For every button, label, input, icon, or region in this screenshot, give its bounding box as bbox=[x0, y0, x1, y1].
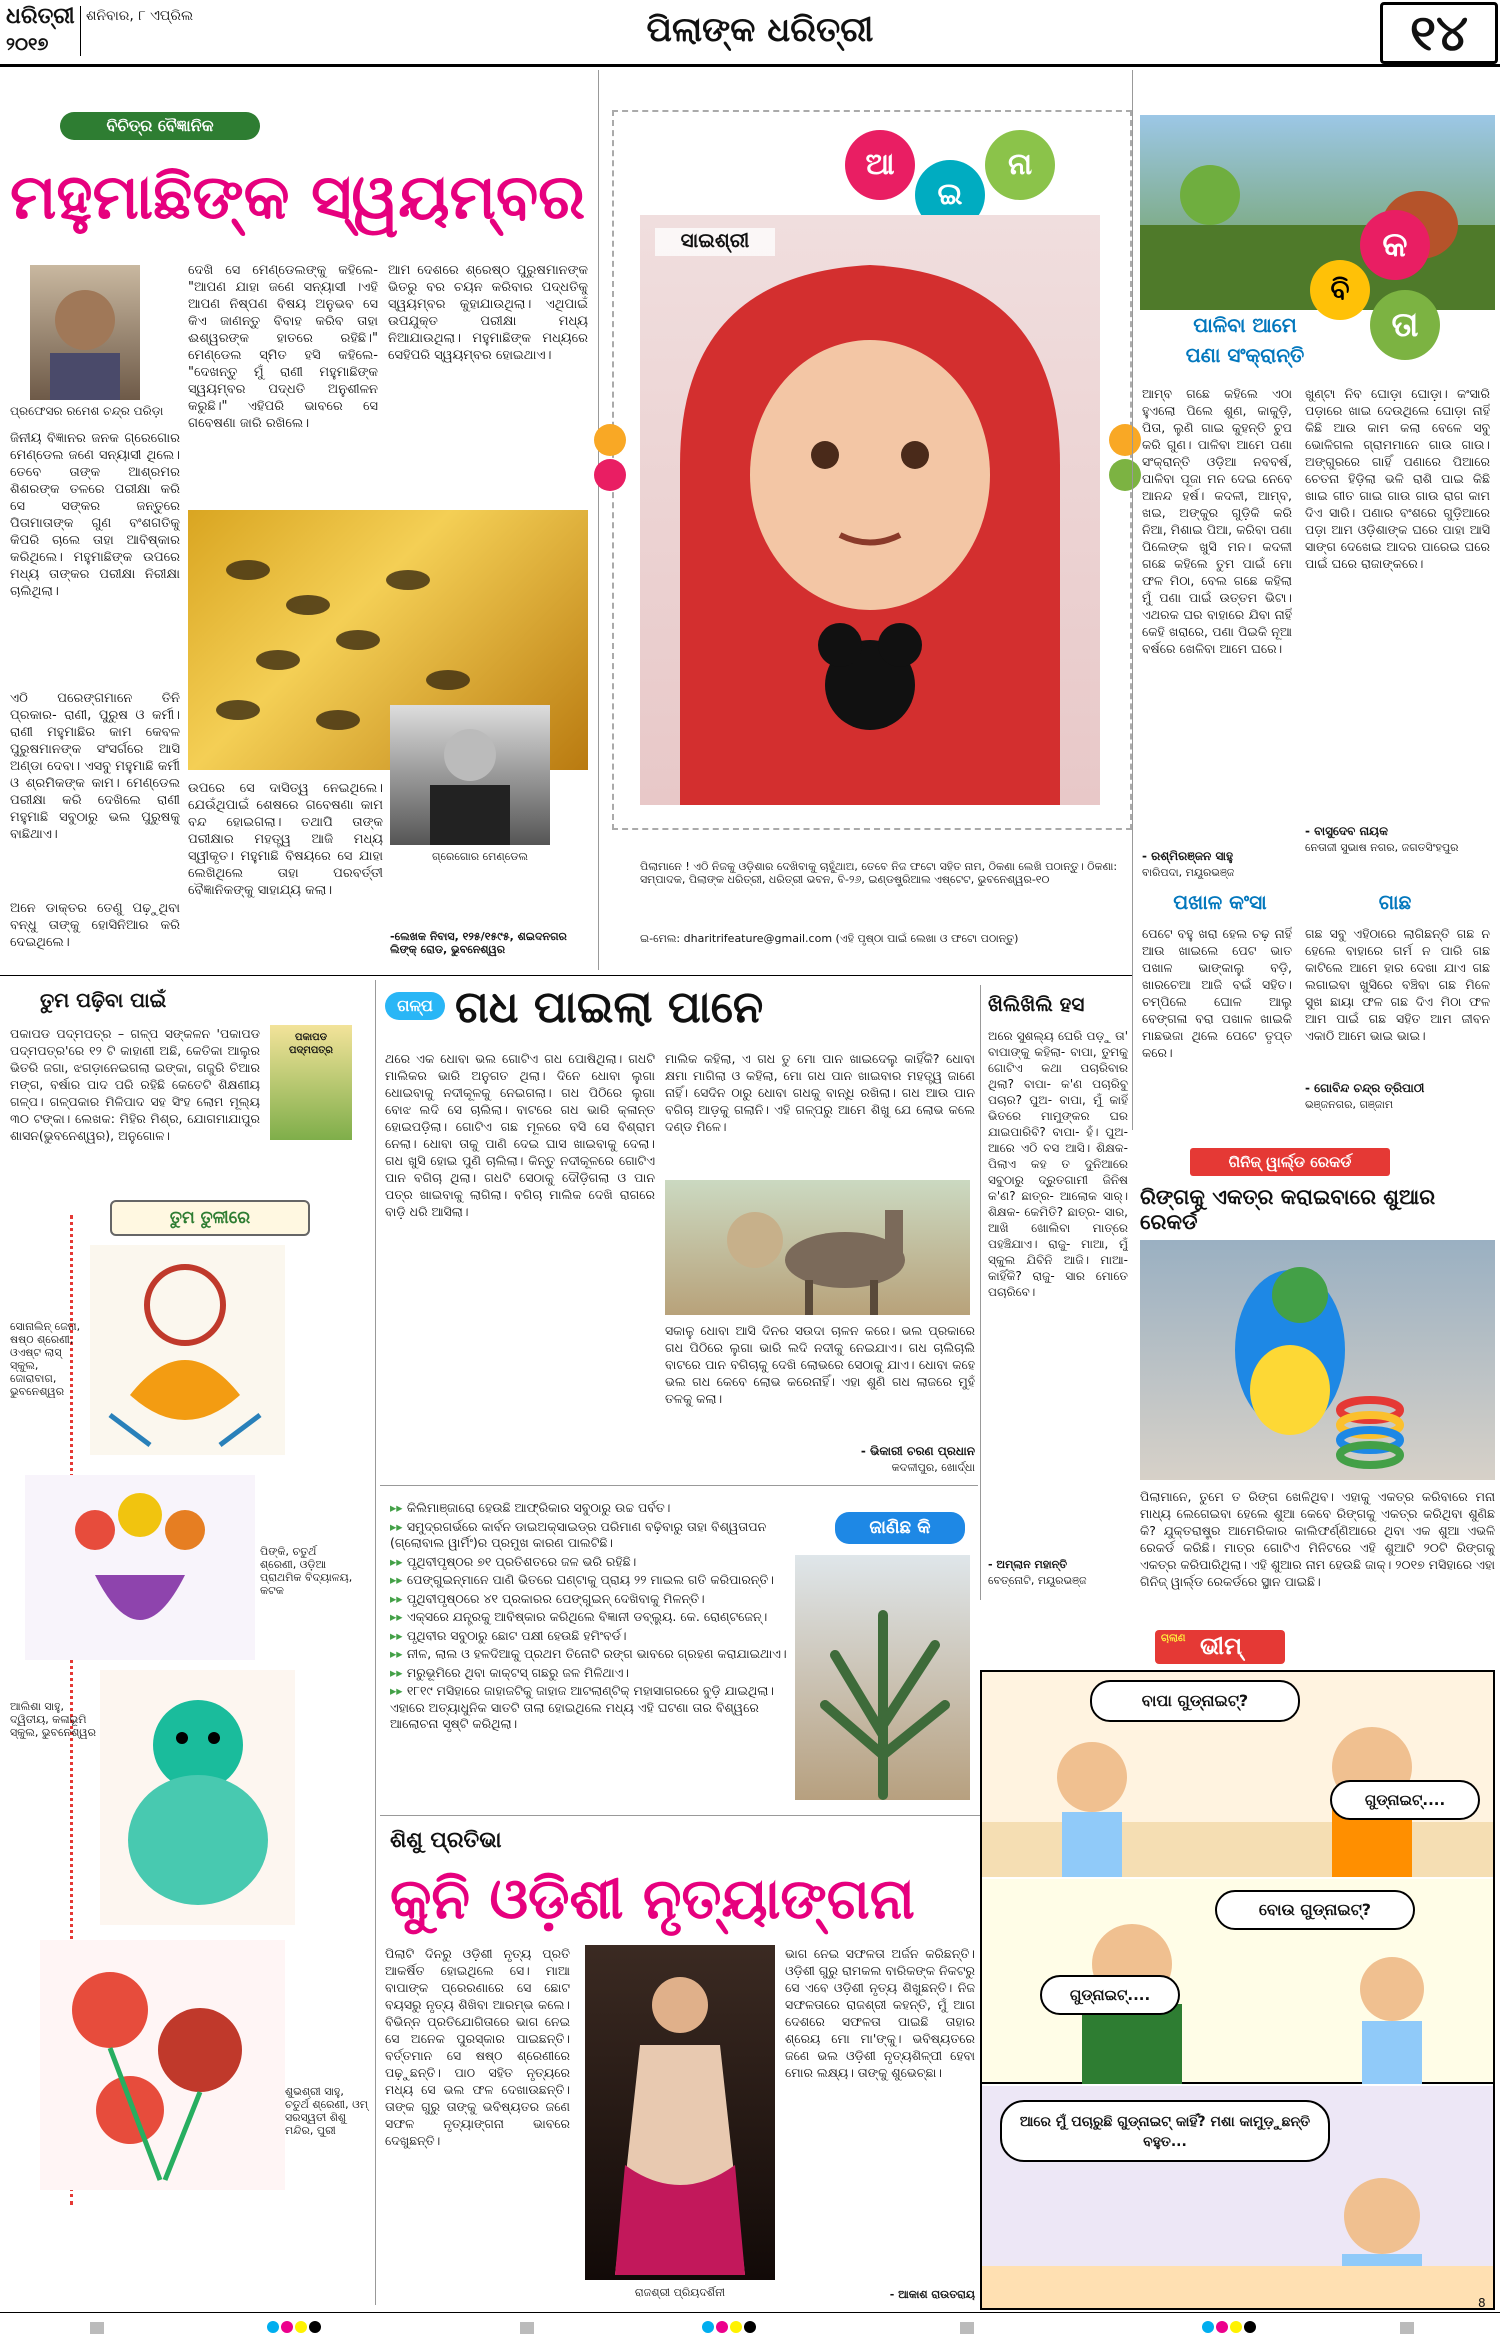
fact-item bbox=[390, 1500, 790, 1517]
art4-drawing bbox=[40, 1940, 285, 2190]
poem4-title: ଗାଛ bbox=[1378, 890, 1412, 914]
sishu-author: - ଆକାଶ ରାଉତରାୟ bbox=[889, 2288, 975, 2301]
art4-caption: ଶୁଭଶ୍ରୀ ସାହୁ, ଚତୁର୍ଥ ଶ୍ରେଣୀ, ଓମ୍ ସରସ୍ୱତୀ ଶିଶୁ ମନ୍ଦିର, ପୁରୀ bbox=[285, 2085, 368, 2137]
column-rule-4 bbox=[980, 985, 981, 1600]
padhiba-title: ତୁମ ପଢ଼ିବା ପାଇଁ bbox=[40, 988, 167, 1012]
bee-col3: ଆମ ଦେଶରେ ଶ୍ରେଷ୍ଠ ପୁରୁଷମାନଙ୍କ ଭିତରୁ ବର ଚୟନ କରିବାର ପଦ୍ଧତିକୁ ସ୍ୱୟମ୍ବର କୁହାଯାଉଥିଲା। ଏଥିପାଇଁ ଉପଯୁକ୍ତ ପରୀକ୍ଷା ମଧ୍ୟ ନିଆଯାଉଥିଲା। ମହୁମାଛିଙ୍କ ମଧ୍ୟରେ ସେହିପରି ସ୍ୱୟମ୍ବର ହୋଇଥାଏ। bbox=[388, 263, 588, 363]
aina-letter-2: ଇ bbox=[915, 160, 985, 230]
fact-item bbox=[390, 1665, 790, 1682]
aina-notice: ପିଲାମାନେ ! ଏଠି ନିଜକୁ ଓଡ଼ିଶାର ଦେଖିବାକୁ ଚାହୁଁଥାଅ, ତେବେ ନିଜ ଫଟୋ ସହିତ ନାମ, ଠିକଣା ଲେଖି ପଠାନ୍ତୁ। ଠିକଣା: ସମ୍ପାଦକ, ପିଲାଙ୍କ ଧରିତ୍ରୀ, ଧରିତ୍ରୀ ଭବନ, ବି-୨୬, ଇଣ୍ଡଷ୍ଟ୍ରିଆଲ ଏଷ୍ଟେଟ, ଭୁବନେଶ୍ୱର-୧୦ bbox=[640, 860, 1118, 886]
sishu-text1: ପିଲାଟି ଦିନରୁ ଓଡ଼ିଶୀ ନୃତ୍ୟ ପ୍ରତି ଆକର୍ଷିତ ହୋଇଥିଲେ ସେ। ମାଆ ବାପାଙ୍କ ପ୍ରେରଣାରେ ସେ ଛୋଟ ବୟସରୁ ନୃତ୍ୟ ଶିଖିବା ଆରମ୍ଭ କଲେ। ବିଭିନ୍ନ ପ୍ରତିଯୋଗିତାରେ ଭାଗ ନେଇ ସେ ଅନେକ ପୁରସ୍କାର ପାଇଛନ୍ତି। ବର୍ତ୍ତମାନ ସେ ଷଷ୍ଠ ଶ୍ରେଣୀରେ ପଢ଼ୁଛନ୍ତି। ପାଠ ସହିତ ନୃତ୍ୟରେ ମଧ୍ୟ ସେ ଭଲ ଫଳ ଦେଖାଉଛନ୍ତି। ତାଙ୍କ ଗୁରୁ ତାଙ୍କୁ ଭବିଷ୍ୟତର ଜଣେ ସଫଳ ନୃତ୍ୟାଙ୍ଗନା ଭାବରେ ଦେଖୁଛନ୍ତି। bbox=[385, 1946, 570, 2148]
galpa-text3: ସକାଳୁ ଧୋବା ଆସି ଦିନର ସଉଦା ଚାଳନ କରେ। ଭଲ ପ୍ରକାରେ ଗଧ ପିଠିରେ ଲୁଗା ଭାରି ଲଦି ନଦୀକୁ ନେଇଯାଏ। ଗଧ ଚାଲିଚାଲି ବାଟରେ ପାନ ବଗିଚାକୁ ଦେଖି ଲୋଭରେ ସେଠାକୁ ଯାଏ। ଧୋବା କହେ ଭଲ ଗଧ କେବେ ଲୋଭ କରେନାହିଁ। ଏହା ଶୁଣି ଗଧ ଲାଜରେ ମୁହଁ ତଳକୁ କଲା। bbox=[665, 1323, 975, 1406]
poem4-text: ଗଛ ସବୁ ଏହିଠାରେ ଲାଗିଛନ୍ତି ଗଛ ନ ହେଲେ ବାହାରେ ଗର୍ମ ନ ପାରି ଗଛ କାଟିଲେ ଆମେ ହାର ଦେଖା ଯାଏ ଗଛ ଲଗାଇବା ଖୁସିରେ ବଞ୍ଚିବା ଗଛ ମିଳେ ସୁଖ ଛାୟା ଫଳ ଗଛ ଦିଏ ମିଠା ଫଳ ଆମ ପାଇଁ ଗଛ ସହିତ ଆମ ଜୀବନ ଏକାଠି ଆମେ ଭାଇ ଭାଇ। bbox=[1305, 926, 1490, 1043]
galpa-address: କଦଳୀପୁର, ଖୋର୍ଦ୍ଧା bbox=[891, 1461, 975, 1474]
fact-item bbox=[390, 1591, 790, 1608]
galpa-title: ଗଧ ପାଇଲା ପାନେ bbox=[455, 982, 764, 1033]
masthead-year: ୨୦୧୭ bbox=[6, 34, 49, 55]
poem2-author: - ବାସୁଦେବ ନାୟକ bbox=[1305, 824, 1388, 838]
column-rule-1 bbox=[598, 70, 599, 970]
parrot-photo bbox=[1140, 1240, 1495, 1480]
book-cover bbox=[270, 1025, 352, 1140]
bullet-icon: ▸▸ bbox=[390, 1609, 407, 1624]
guinness-title: ରିଙ୍ଗକୁ ଏକତ୍ର କରାଇବାରେ ଶୁଆର ରେକର୍ଡ bbox=[1140, 1185, 1436, 1234]
fact-item bbox=[390, 1572, 790, 1589]
aina-letter-3: ନା bbox=[985, 130, 1055, 200]
janichhi-list bbox=[390, 1500, 790, 1800]
bullet-icon: ▸▸ bbox=[390, 1646, 407, 1661]
aina-email: ଇ-ମେଲ: dharitrifeature@gmail.com (ଏହି ପୃଷ୍ଠା ପାଇଁ ଲେଖା ଓ ଫଟୋ ପଠାନ୍ତୁ) bbox=[640, 932, 1019, 945]
kabita-logo bbox=[1300, 210, 1490, 370]
galpa-text2: ମାଲିକ କହିଲା, ଏ ଗଧ ତୁ ମୋ ପାନ ଖାଇଦେଲୁ କାହିଁକି? ଧୋବା କ୍ଷମା ମାଗିଲା ଓ କହିଲା, ମୋ ଗଧ ପାନ ଖାଇବାର ମହତ୍ତ୍ୱ ଜାଣେ ନାହିଁ। ସେଦିନ ଠାରୁ ଧୋବା ଗଧକୁ ବାନ୍ଧି ରଖିଲା। ଗଧ ଆଉ ପାନ ବଗିଚା ଆଡ଼କୁ ଗଲାନି। ଏହି ଗଳ୍ପରୁ ଆମେ ଶିଖୁ ଯେ ଲୋଭ କଲେ ଦଣ୍ଡ ମିଳେ। bbox=[665, 1051, 975, 1134]
tuli-banner: ତୁମ ତୁଳୀରେ bbox=[110, 1200, 310, 1236]
art3-caption: ଆଲିଶା ସାହୁ, ଦ୍ୱିତୀୟ, କଳାଭୂମି ସ୍କୁଲ, ଭୁବନେଶ୍ୱର bbox=[10, 1700, 96, 1739]
color-registration-marks bbox=[0, 2318, 1500, 2336]
fact-item bbox=[390, 1628, 790, 1645]
bullet-icon: ▸▸ bbox=[390, 1664, 407, 1680]
guinness-banner: ଗିନିଜ୍ ୱାର୍ଲ୍ଡ ରେକର୍ଡ bbox=[1190, 1148, 1390, 1176]
masthead-logo: ଧରିତ୍ରୀ bbox=[6, 4, 75, 29]
poem3-text: ପେଟେ ବହୁ ଖରା ହେଲ ଚଢ଼ ନାହିଁ ଆଉ ଖାଇଲେ ପେଟ ଭାତ ପଖାଳ ଭାଙ୍କାଲୁ ବଡ଼ି, ଖାରଚେଆ ଆଜି ବଇଁ ସହିତ। ଚମ୍ପିଲେ ଘୋଳ ଆଲୁ ବେଙ୍ଗଳା ବରା ପଖାଳ ଖାଇକି ମାଛଭଜା ଥିଲେ ପେଟେ ତୃପ୍ତ କରେ। bbox=[1142, 926, 1292, 1060]
dancer-caption: ରାଜଶ୍ରୀ ପ୍ରିୟଦର୍ଶିନୀ bbox=[634, 2286, 726, 2299]
bhima-banner-small: ଚାଲାଣ bbox=[1161, 1633, 1186, 1644]
page-number: ୧୪ bbox=[1380, 2, 1498, 64]
poem1-title: ପାଳିବା ଆମେ ପଣା ସଂକ୍ରାନ୍ତି bbox=[1185, 313, 1305, 367]
bullet-icon: ▸▸ bbox=[390, 1518, 407, 1534]
bhima-banner bbox=[1155, 1630, 1285, 1664]
mendel-portrait bbox=[390, 705, 550, 845]
padhiba-text: ପକାପଡ ପଦ୍ମପତ୍ର – ଗଳ୍ପ ସଙ୍କଳନ 'ପକାପଡ ପଦ୍ମପତ୍ର'ରେ ୧୨ ଟି କାହାଣୀ ଅଛି, କେତିକା ଆଲୁର ଭିତରି ଜଗା, ଝଗଡ଼ାନେଇଗଲା ଇଙ୍କା, ଗଜୁରି ଚିଆର ମଙ୍ଗ, ବର୍ଷାର ପାଦ ପରି ରହିଛି କେତେଟି ଶିକ୍ଷଣୀୟ ଗଳ୍ପ। ଗଳ୍ପକାର ମିଳିପାଦ ସହ ସିଂହ ଲୋମ ମୂଲ୍ୟ ୩୦ ଟଙ୍କା। ଲେଖକ: ମିହିର ମିଶ୍ର, ଯୋଗମାଯାପୁର ଶାସନ(ଭୁବନେଶ୍ୱର), ଅନୁଗୋଳ। bbox=[10, 1026, 260, 1143]
fact-item bbox=[390, 1609, 790, 1626]
poem4-author: - ଗୋବିନ୍ଦ ଚନ୍ଦ୍ର ତ୍ରିପାଠୀ bbox=[1305, 1081, 1425, 1095]
column-rule-2 bbox=[1132, 70, 1133, 1130]
fact-item bbox=[390, 1554, 790, 1571]
bee-kicker: ବିଚିତ୍ର ବୈଜ୍ଞାନିକ bbox=[60, 112, 260, 140]
bullet-icon: ▸▸ bbox=[390, 1627, 407, 1643]
galpa-text1: ଥରେ ଏକ ଧୋବା ଭଲ ଗୋଟିଏ ଗଧ ପୋଷିଥିଲା। ଗଧଟି ମାଲିକର ଭାରି ଅନୁଗତ ଥିଲା। ଦିନେ ଧୋବା ଲୁଗା ଧୋଇବାକୁ ନଦୀକୂଳକୁ ନେଇଗଲା। ଗଧ ପିଠିରେ ଲୁଗା ବୋଝ ଲଦି ସେ ଚାଲିଲା। ବାଟରେ ଗଧ ଭାରି କ୍ଳାନ୍ତ ହୋଇପଡ଼ିଲା। ଗୋଟିଏ ଗଛ ମୂଳରେ ବସି ସେ ବିଶ୍ରାମ ନେଲା। ଧୋବା ତାକୁ ପାଣି ଦେଇ ଘାସ ଖାଇବାକୁ ଦେଲା। ଗଧ ଖୁସି ହୋଇ ପୁଣି ଚାଲିଲା। କିନ୍ତୁ ନଦୀକୂଳରେ ଗୋଟିଏ ପାନ ବଗିଚା ଥିଲା। ଗଧଟି ସେଠାକୁ ଦୌଡ଼ିଗଲା ଓ ପାନ ପତ୍ର ଖାଇବାକୁ ଲାଗିଲା। ବଗିଚା ମାଲିକ ଦେଖି ରାଗରେ ବାଡ଼ି ଧରି ଆସିଲା। bbox=[385, 1051, 655, 1219]
bullet-icon: ▸▸ bbox=[390, 1590, 407, 1606]
speech-bubble-1: ବାପା ଗୁଡ୍ନାଇଟ୍? bbox=[1090, 1680, 1300, 1722]
fact-item bbox=[390, 1646, 790, 1663]
header-rule bbox=[0, 64, 1500, 67]
poem2-text: ଖୁଣ୍ଟା ନିବ ଘୋଡ଼ା ଘୋଡ଼ା। କଂସାରି ପଡ଼ାରେ ଖାଇ ଦେଉଥିଲେ ଘୋଡ଼ା ନାହିଁ କିଛି ଆଉ କାମ କଲା ବେଳେ ସବୁ ଭୋଳିଗଲ ଗ୍ରାମମାନେ ଗାଉ ଗାଉ। ଅଙ୍ଗୁରରେ ଗାହିଁ ପଣାରେ ପିଆରେ ଚେତନା ହିଡ଼ିଲା ଭଳି ରାଶି ପାଇ କିଛି ଖାଇ ଗୀତ ଗାଇ ଗାଉ ଗାଉ ରାଗ କାମ ଦିଏ ସାରି। ପଣାର ବଂଶରେ ଗୁଡ଼ିଆରେ ପଡ଼ା ଆମ ଓଡ଼ିଶାଙ୍କ ଘରେ ପାହା ଆସି ସାଙ୍ଗ ଦେଖେଇ ଆଦର ପାରେଇ ଘରେ ପାଇଁ ଘରେ ରାଜାଙ୍କରେ। bbox=[1305, 386, 1490, 571]
cactus-photo bbox=[795, 1555, 970, 1800]
speech-bubble-2: ଗୁଡ୍ନାଇଟ୍.... bbox=[1330, 1780, 1480, 1820]
poem1-author: - ରଶ୍ମିରଞ୍ଜନ ସାହୁ bbox=[1142, 849, 1234, 863]
bee-col1-cont: ଏଠି ପରେଙ୍ଗମାନେ ତିନି ପ୍ରକାର- ରାଣୀ, ପୁରୁଷ ଓ କର୍ମୀ। ରାଣୀ ମହୁମାଛିର କାମ କେବଳ ପୁରୁଷମାନଙ୍କ ସଂସର୍ଗରେ ଆସି ଅଣ୍ଡା ଦେବା। ଏସବୁ ମହୁମାଛି କର୍ମୀ ଓ ଶ୍ରମିକଙ୍କ କାମ। ମେଣ୍ଡେଲ ପରୀକ୍ଷା କରି ଦେଖିଲେ ରାଣୀ ମହୁମାଛି ସବୁଠାରୁ ଭଲ ପୁରୁଷକୁ ବାଛିଥାଏ। bbox=[10, 691, 180, 842]
galpa-tag: ଗଳ୍ପ bbox=[385, 992, 445, 1020]
fact-text: ନୀଳ, ଲାଲ ଓ ହଳଦିଆକୁ ପ୍ରଥମ ତିନୋଟି ରଙ୍ଗ ଭାବରେ ଗ୍ରହଣ କରାଯାଇଥାଏ। bbox=[406, 1646, 787, 1661]
dancer-photo bbox=[585, 1945, 775, 2280]
fact-text: ସମୁଦ୍ରଗର୍ଭରେ କାର୍ବନ ଡାଇଅକ୍ସାଇଡ୍ର ପରିମାଣ ବଢ଼ିବାରୁ ତାହା ବିଶ୍ୱତାପନ (ଗ୍ଲୋବାଲ ୱାର୍ମିଂ)ର ପ୍ରମୁଖ କାରଣ ପାଲଟିଛି। bbox=[390, 1518, 767, 1550]
column-rule-3 bbox=[375, 980, 376, 2305]
bullet-icon: ▸▸ bbox=[390, 1572, 407, 1587]
fact-text: ଏକ୍ସରେ ଯନ୍ତ୍ରକୁ ଆବିଷ୍କାର କରିଥିଲେ ବିଜ୍ଞାନୀ ଡବ୍ଲ୍ୟୁ. କେ. ରୋଣ୍ଟଜେନ୍। bbox=[406, 1609, 768, 1624]
art1-drawing bbox=[90, 1245, 285, 1455]
fact-item bbox=[390, 1519, 790, 1552]
masthead-divider bbox=[80, 6, 81, 56]
poem3-title: ପଖାଳ କଂସା bbox=[1173, 890, 1267, 914]
row-rule-1 bbox=[0, 975, 1132, 976]
sishu-title: କୁନି ଓଡ଼ିଶୀ ନୃତ୍ୟାଙ୍ଗନା bbox=[390, 1867, 915, 1932]
footer-page-marker: 8 bbox=[1478, 2296, 1486, 2310]
page-title: ପିଲାଙ୍କ ଧରିତ୍ରୀ bbox=[646, 10, 874, 50]
kabita-letter-1: କ bbox=[1360, 210, 1430, 280]
bee-byline: -ଲେଖକ ନିବାସ, ୧୨୫/୧୫୯୫, ଶଇଦନଗର ଲିଙ୍କ୍ ରୋଡ, ଭୁବନେଶ୍ୱର bbox=[390, 930, 567, 956]
speech-bubble-4: ଗୁଡ୍ନାଇଟ୍.... bbox=[1040, 1975, 1180, 2015]
khilikhili-text: ଅରେ ସୁଶଲ୍ୟ ଘେରି ପଡ଼ୁ ତା' ବାପାଙ୍କୁ କହିଲା- ବାପା, ତୁମକୁ ଗୋଟିଏ କଥା ପଚାରିବାର ଥିଲା? ବାପା- କ'ଣ ପଚାରିବୁ ପଚାର? ପୁଅ- ବାପା, ମୁଁ କାହିଁ ଭିତରେ ମାମୁଙ୍କର ଘର ଯାଇପାରିବି? ବାପା- ହଁ। ପୁଅ- ଆରେ ଏଠି ବସ ଆସି। ଶିକ୍ଷକ- ପିଲାଏ କହ ତ ଦୁନିଆରେ ସବୁଠାରୁ ଦ୍ରୁତଗାମୀ ଜିନିଷ କ'ଣ? ଛାତ୍ର- ଆଲୋକ ସାର୍। ଶିକ୍ଷକ- କେମିତି? ଛାତ୍ର- ସାର, ଆଖି ଖୋଲିବା ମାତ୍ରେ ପହଞ୍ଚିଯାଏ। ରାଜୁ- ମାଆ, ମୁଁ ସ୍କୁଲ ଯିବିନି ଆଜି। ମାଆ- କାହିଁକି? ରାଜୁ- ସାର ମୋତେ ପଚାରିବେ। bbox=[988, 1029, 1128, 1299]
bullet-icon: ▸▸ bbox=[390, 1683, 407, 1698]
sishu-kicker: ଶିଶୁ ପ୍ରତିଭା bbox=[390, 1828, 502, 1853]
bullet-icon: ▸▸ bbox=[390, 1500, 407, 1515]
art1-caption: ସୋନାଲିନ୍ ଜେନା, ଷଷ୍ଠ ଶ୍ରେଣୀ, ଓଏଷ୍ଟ ଲାସ୍ ସ୍କୁଲ, ଜୋରାବାଗ, ଭୁବନେଶ୍ୱର bbox=[10, 1320, 81, 1398]
aina-child-photo bbox=[640, 215, 1100, 805]
art3-drawing bbox=[100, 1670, 295, 1925]
khilikhili-address: ବେତ୍‌ନୋଟି, ମୟୂରଭଞ୍ଜ bbox=[988, 1574, 1087, 1587]
issue-date: ଶନିବାର, ୮ ଏପ୍ରିଲ bbox=[86, 8, 194, 24]
poem2-address: ନେତାଜୀ ସୁଭାଷ ନଗର, ଜଗତସିଂହପୁର bbox=[1305, 841, 1459, 854]
khilikhili-author: - ଅମ୍ଲାନ ମହାନ୍ତି bbox=[988, 1558, 1068, 1571]
fact-text: ପୃଥିବୀପୃଷ୍ଠର ୭୧ ପ୍ରତିଶତରେ ଜଳ ଭରି ରହିଛି। bbox=[406, 1553, 637, 1569]
poem1-text: ଆମ୍ବ ଗଛେ କହିଲେ ଏଠା ହୁଏଲୋ ପିଲେ ଶୁଣ, କାକୁଡ଼ି, ପିତା, ଲୁଣି ଗାଇ କୁହନ୍ତି ଚୁପ କରି ଗୁଣ। ପାଳିବା ଆମେ ପଣା ସଂକ୍ରାନ୍ତି ଓଡ଼ିଆ ନବବର୍ଷ, ପାଳିବା ପୂଜା ମନ ଦେଇ ନେବେ ଆନନ୍ଦ ହର୍ଷ। କଦଳୀ, ଆମ୍ବ, ଖଇ, ଅଙ୍କୁର ଗୁଡ଼ିକି କରି ନିଆ, ମିଶାଇ ପିଆ, କରିବା ପଣା ପିଲେଙ୍କ ଖୁସି ମନ। କଦଳୀ ଗଛେ କହିଲେ ତୁମ ପାଇଁ ମୋ ଫଳ ମିଠା, ବେଲ ଗଛେ କହିଲା ମୁଁ ପଣା ପାଇଁ ଉତ୍ତମ ଭିଟା। ଏଥରକ ଘର ବାହାରେ ଯିବା ନାହିଁ କେହି ଖରାରେ, ପଣା ପିଇକି ନୂଆ ବର୍ଷରେ ଖେଳିବା ଆମେ ଘରେ। bbox=[1142, 386, 1292, 656]
fact-text: ପେଙ୍ଗୁଇନ୍ମାନେ ପାଣି ଭିତରେ ଘଣ୍ଟାକୁ ପ୍ରାୟ ୨୨ ମାଇଲ ଗତି କରିପାରନ୍ତି। bbox=[406, 1572, 774, 1587]
aina-deco-left bbox=[585, 420, 635, 500]
author-photo bbox=[30, 265, 140, 400]
aina-letter-1: ଆ bbox=[845, 130, 915, 200]
fact-text: କିଲିମାଞ୍ଜାରୋ ହେଉଛି ଆଫ୍ରିକାର ସବୁଠାରୁ ଉଚ୍ଚ ପର୍ବତ। bbox=[406, 1500, 671, 1515]
kabita-letter-2: ବି bbox=[1310, 260, 1370, 320]
mendel-caption: ଗ୍ରେଗୋର ମେଣ୍ଡେଲ bbox=[432, 850, 528, 863]
bullet-icon: ▸▸ bbox=[390, 1553, 407, 1569]
art2-drawing bbox=[25, 1475, 255, 1660]
bhima-banner-title: ଭୀମ୍ bbox=[1200, 1632, 1243, 1660]
bee-col1: ଜିନୀୟ ବିଜ୍ଞାନର ଜନକ ଗ୍ରେଗୋର ମେଣ୍ଡେଲ ଜଣେ ସନ୍ୟାସୀ ଥିଲେ। ତେବେ ତାଙ୍କ ଆଶ୍ରମର ଶିଶରଙ୍କ ତଳରେ ପରୀକ୍ଷା କରି ସେ ସଙ୍କର ଜନ୍ତୁରେ ପିତାମାତାଙ୍କ ଗୁଣ ବଂଶଗତିକୁ କିପରି ଚାଲେ ତାହା ଆବିଷ୍କାର କରିଥିଲେ। ମହୁମାଛିଙ୍କ ଉପରେ ମଧ୍ୟ ତାଙ୍କର ପରୀକ୍ଷା ନିରୀକ୍ଷା ଚାଲିଥିଲା। bbox=[10, 431, 180, 599]
bee-title: ମହୁମାଛିଙ୍କ ସ୍ୱୟମ୍ବର bbox=[10, 160, 586, 233]
fact-text: ପୃଥିବୀପୃଷ୍ଠରେ ୪୧ ପ୍ରକାରର ପେଙ୍ଗୁଇନ୍ ଦେଖିବାକୁ ମିଳନ୍ତି। bbox=[406, 1590, 705, 1606]
janichhi-title: ଜାଣିଛ କି bbox=[835, 1512, 965, 1544]
fact-text: ୧୮୧୯ ମସିହାରେ ଜାହାଜଟିକୁ ଜାହାଜ ଆଟଲାଣ୍ଟିକ୍ ମହାସାଗରରେ ବୁଡ଼ି ଯାଇଥିଲା। ଏହାରେ ଅତ୍ୟାଧୁନିକ ସାତଟି ତାଲା ହୋଇଥିଲେ ମଧ୍ୟ ଏହି ଘଟଣା ତାର ବିଶ୍ୱରେ ଆଲୋଚନା ସୃଷ୍ଟି କରିଥିଲା। bbox=[390, 1683, 775, 1731]
fact-text: ମରୁଭୂମିରେ ଥିବା କାକ୍ଟସ୍ ଗଛରୁ ଜଳ ମିଳିଥାଏ। bbox=[406, 1664, 630, 1680]
sishu-text2: ଭାଗ ନେଇ ସଫଳତା ଅର୍ଜନ କରିଛନ୍ତି। ଓଡ଼ିଶୀ ଗୁରୁ ରାମକଲ ବାରିକଙ୍କ ନିକଟରୁ ସେ ଏବେ ଓଡ଼ିଶୀ ନୃତ୍ୟ ଶିଖୁଛନ୍ତି। ନିଜ ସଫଳତାରେ ରାଜଶ୍ରୀ କହନ୍ତି, ମୁଁ ଆଗ ଦେଶରେ ସଫଳତା ପାଇଛି ତାହାର ଶ୍ରେୟ ମୋ ମା'ଙ୍କୁ। ଭବିଷ୍ୟତରେ ଜଣେ ଭଲ ଓଡ଼ିଶୀ ନୃତ୍ୟଶିଳ୍ପୀ ହେବା ମୋର ଲକ୍ଷ୍ୟ। ତାଙ୍କୁ ଶୁଭେଚ୍ଛା। bbox=[785, 1946, 975, 2080]
fact-text: ପୃଥିବୀର ସବୁଠାରୁ ଛୋଟ ପକ୍ଷୀ ହେଉଛି ହମିଂବର୍ଡ। bbox=[406, 1627, 627, 1643]
donkey-photo bbox=[665, 1180, 970, 1315]
kabita-letter-3: ତା bbox=[1370, 290, 1440, 360]
bee-col2: ଦେଖି ସେ ମେଣ୍ଡେଲଙ୍କୁ କହିଲେ- "ଆପଣ ଯାହା ଜଣେ ସନ୍ୟାସୀ ।ଏହି ଆପଣ ନିଷ୍ପଣ ବିଷୟ ଅନୁଭବ ସେ କିଏ ଜାଣନ୍ତୁ ବିବାହ କରିବ ତାହା ଈଶ୍ୱରଙ୍କ ହାତରେ ରହିଛି।" ମେଣ୍ଡେଲ ସ୍ମିତ ହସି କହିଲେ- "ଦେଖନ୍ତୁ ମୁଁ ରାଣୀ ମହୁମାଛିଙ୍କ ସ୍ୱୟମ୍ବର ପଦ୍ଧତି ଅନୁଶୀଳନ କରୁଛି।" ଏହିପରି ଭାବରେ ସେ ଗବେଷଣା ଜାରି ରଖିଲେ। bbox=[188, 263, 378, 431]
aina-child-name: ସାଇଶ୍ରୀ bbox=[655, 228, 775, 256]
bee-col1-end: ଅନେ ଡାକ୍ତର ତେଣୁ ପଢ଼ୁଥିବା ବନ୍ଧୁ ତାଙ୍କୁ ହୋସିନିଆର କରି ଦେଇଥିଲେ। bbox=[10, 901, 180, 950]
speech-bubble-5: ଆରେ ମୁଁ ପଚାରୁଛି ଗୁଡ୍ନାଇଟ୍ କାହିଁ? ମଶା କାମୁଡ଼ୁଛନ୍ତି ବହୁତ... bbox=[1000, 2100, 1330, 2162]
book-cover-title: ପକାପଡ ପଦ୍ମପତ୍ର bbox=[288, 1032, 334, 1056]
poem1-address: ବାରିପଦା, ମୟୂରଭଞ୍ଜ bbox=[1142, 866, 1235, 879]
fact-item bbox=[390, 1683, 790, 1733]
speech-bubble-3: ବୋଉ ଗୁଡ୍ନାଇଟ୍? bbox=[1215, 1890, 1415, 1930]
khilikhili-title: ଖିଲିଖିଲି ହସ bbox=[988, 992, 1085, 1016]
footer-rule bbox=[0, 2312, 1500, 2313]
author-name: ପ୍ରଫେସର ରମେଶ ଚନ୍ଦ୍ର ପରିଡ଼ା bbox=[10, 404, 164, 418]
guinness-text: ପିଲାମାନେ, ତୁମେ ତ ରିଙ୍ଗ ଖେଳିଥିବ। ଏହାକୁ ଏକତ୍ର କରିବାରେ ମନା ମାଧ୍ୟ ଲେଗେଇବା ହେଲେ ଶୁଆ କେବେ ରିଙ୍ଗକୁ ଏକତ୍ର କରିଥିବା ଶୁଣିଛ କି? ଯୁକ୍ତରାଷ୍ଟ୍ର ଆମେରିକାର କାଲିଫର୍ଣ୍ଣିଆରେ ଥିବା ଏକ ଶୁଆ ଏଭଳି ରେକର୍ଡ କରିଛି। ମାତ୍ର ଗୋଟିଏ ମିନିଟରେ ଏହି ଶୁଆଟି ୨୦ଟି ରିଙ୍ଗକୁ ଏକତ୍ର କରିପାରିଥିଲା। ଏହି ଶୁଆର ନାମ ହେଉଛି ଜାକ୍। ୨୦୧୭ ମସିହାରେ ଏହା ଗିନିଜ୍ ୱାର୍ଲ୍ଡ ରେକର୍ଡରେ ସ୍ଥାନ ପାଇଛି। bbox=[1140, 1489, 1495, 1589]
poem4-address: ଭଞ୍ଜନଗର, ଗଞ୍ଜାମ bbox=[1305, 1098, 1394, 1111]
row-rule-2 bbox=[380, 1485, 978, 1486]
bee-col2-cont: ଉପରେ ସେ ଦାସିତ୍ୱ ନେଇଥିଲେ। ଯେଉଁଥିପାଇଁ ଶେଷରେ ଗବେଷଣା କାମ ବନ୍ଦ ହୋଇଗଲା। ତଥାପି ତାଙ୍କ ପରୀକ୍ଷାର ମହତ୍ତ୍ୱ ଆଜି ମଧ୍ୟ ସ୍ୱୀକୃତ। ମହୁମାଛି ବିଷୟରେ ସେ ଯାହା ଲେଖିଥିଲେ ତାହା ପରବର୍ତ୍ତୀ ବୈଜ୍ଞାନିକଙ୍କୁ ସାହାଯ୍ୟ କଲା। bbox=[188, 781, 383, 898]
art2-caption: ପିଙ୍କି, ଚତୁର୍ଥ ଶ୍ରେଣୀ, ଓଡ଼ିଆ ପ୍ରାଥମିକ ବିଦ୍ୟାଳୟ, କଟକ bbox=[260, 1545, 353, 1597]
galpa-author: - ଭିକାରୀ ଚରଣ ପ୍ରଧାନ bbox=[860, 1444, 975, 1458]
